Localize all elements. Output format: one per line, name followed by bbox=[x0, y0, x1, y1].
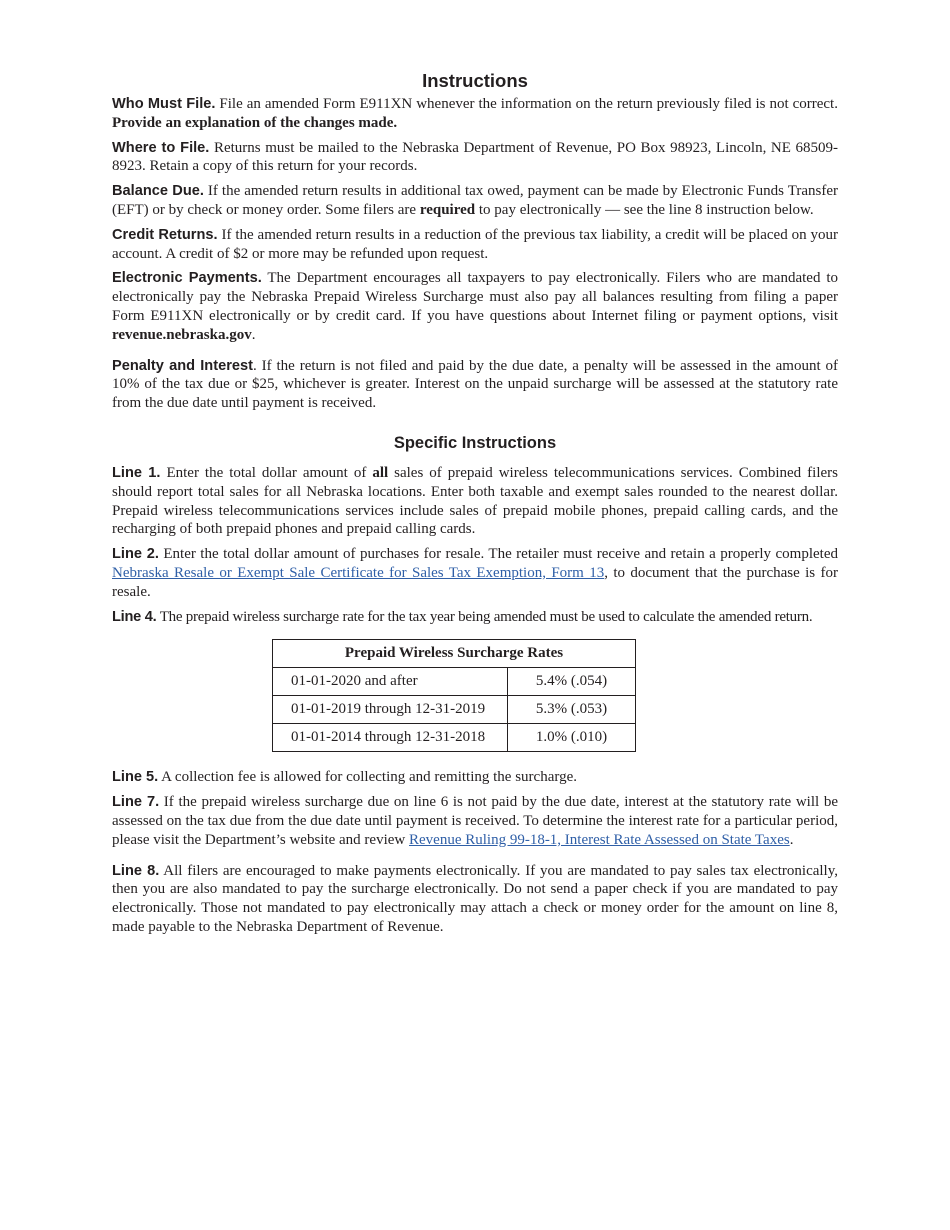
table-title: Prepaid Wireless Surcharge Rates bbox=[273, 640, 636, 668]
electronic-payments-text: The Department encourages all taxpayers to pay electronically. Filers who are mandated to electronically pay the Nebraska Prepaid Wireless Surcharge must also pay all balances resulting from filing a paper Form E911XN electronically or by credit card. If you have questions about Internet filing or payment options, visit bbox=[112, 270, 838, 324]
line-1-heading: Line 1. bbox=[112, 464, 161, 481]
instructions-page bbox=[112, 68, 838, 943]
rate-period: 01-01-2019 through 12-31-2019 bbox=[273, 696, 508, 724]
who-must-file-paragraph bbox=[112, 95, 838, 133]
rate-value: 5.3% (.053) bbox=[508, 696, 636, 724]
revenue-website: revenue.nebraska.gov bbox=[112, 326, 252, 343]
line-1-text-1: Enter the total dollar amount of bbox=[160, 464, 373, 481]
line-7-end: . bbox=[789, 831, 794, 848]
rate-value: 5.4% (.054) bbox=[508, 668, 636, 696]
page-title: Instructions bbox=[422, 70, 528, 91]
line-4-heading: Line 4. bbox=[112, 608, 157, 625]
who-must-file-heading: Who Must File. bbox=[112, 96, 216, 112]
electronic-payments-end: . bbox=[251, 326, 256, 343]
balance-due-bold: required bbox=[419, 201, 476, 218]
penalty-interest-heading: Penalty and Interest bbox=[112, 357, 253, 374]
line-2-text-2: , to document that the purchase is for resale. bbox=[112, 564, 839, 600]
balance-due-text-2: to pay electronically — see the line 8 instruction below. bbox=[475, 201, 814, 218]
form-13-link[interactable]: Nebraska Resale or Exempt Sale Certificate for Sales Tax Exemption, Form 13 bbox=[112, 564, 605, 581]
line-7-heading: Line 7. bbox=[112, 794, 160, 811]
penalty-interest-text: . If the return is not filed and paid by the due date, a penalty will be assessed in the amount of 10% of the tax due or $25, whichever is greater. Interest on the unpaid surcharge will be assessed at the statutory rate from the due date until payment is received. bbox=[112, 357, 839, 412]
credit-returns-paragraph bbox=[112, 226, 838, 264]
who-must-file-text: File an amended Form E911XN whenever the information on the return previously filed is not correct. bbox=[215, 96, 838, 112]
table-header-row bbox=[273, 640, 636, 668]
where-to-file-text: Returns must be mailed to the Nebraska Department of Revenue, PO Box 98923, Lincoln, NE 68509-8923. Retain a copy of this return for your records. bbox=[112, 139, 838, 175]
credit-returns-heading: Credit Returns. bbox=[112, 226, 218, 243]
penalty-interest-paragraph bbox=[112, 357, 838, 413]
balance-due-text-1: If the amended return results in additional tax owed, payment can be made by Electronic Funds Transfer (EFT) or by check or money order. Some filers are bbox=[112, 183, 838, 218]
line-1-text-2: sales of prepaid wireless telecommunications services. Combined filers should report total sales for all Nebraska locations. Enter both taxable and exempt sales rounded to the nearest dollar. Prepaid wireless telecommunications services include sales of prepaid mobile phones, prepaid calling cards, and the recharging of both prepaid phones and prepaid calling cards. bbox=[112, 464, 838, 538]
line-1-paragraph bbox=[112, 464, 838, 539]
electronic-payments-heading: Electronic Payments. bbox=[112, 270, 262, 287]
rate-value: 1.0% (.010) bbox=[508, 724, 636, 752]
electronic-payments-paragraph bbox=[112, 269, 838, 344]
line-8-heading: Line 8. bbox=[112, 862, 160, 879]
table-row bbox=[273, 696, 636, 724]
line-8-text: All filers are encouraged to make payments electronically. If you are mandated to pay sales tax electronically, then you are also mandated to pay the surcharge electronically. Do not send a paper check if you are mandated to pay electronically. Those not mandated to pay electronically may attach a check or money order for the amount on line 8, made payable to the Nebraska Department of Revenue. bbox=[112, 862, 838, 935]
where-to-file-paragraph bbox=[112, 139, 838, 177]
where-to-file-heading: Where to File. bbox=[112, 139, 210, 156]
surcharge-rates-table bbox=[272, 639, 636, 752]
table-row bbox=[273, 668, 636, 696]
line-8-paragraph bbox=[112, 862, 838, 937]
line-1-bold: all bbox=[372, 464, 389, 481]
line-5-heading: Line 5. bbox=[112, 769, 159, 786]
specific-instructions-title: Specific Instructions bbox=[393, 433, 557, 452]
balance-due-heading: Balance Due. bbox=[112, 183, 204, 200]
rate-period: 01-01-2020 and after bbox=[273, 668, 508, 696]
who-must-file-bold: Provide an explanation of the changes made. bbox=[112, 114, 398, 131]
credit-returns-text: If the amended return results in a reduction of the previous tax liability, a credit will be placed on your account. A credit of $2 or more may be refunded upon request. bbox=[112, 226, 838, 262]
rate-period: 01-01-2014 through 12-31-2018 bbox=[273, 724, 508, 752]
line-7-text: If the prepaid wireless surcharge due on line 6 is not paid by the due date, interest at the statutory rate will be assessed on the tax due from the due date until payment is received. To determine the interest rate for a particular period, please visit the Department’s website and review bbox=[112, 794, 838, 848]
line-2-text-1: Enter the total dollar amount of purchases for resale. The retailer must receive and retain a properly completed bbox=[158, 546, 838, 563]
table-row bbox=[273, 724, 636, 752]
line-2-paragraph bbox=[112, 545, 838, 601]
line-2-heading: Line 2. bbox=[112, 546, 159, 563]
line-7-paragraph bbox=[112, 793, 838, 849]
revenue-ruling-link[interactable]: Revenue Ruling 99-18-1, Interest Rate Assessed on State Taxes bbox=[409, 831, 790, 848]
line-4-text: The prepaid wireless surcharge rate for the tax year being amended must be used to calculate the amended return. bbox=[156, 608, 813, 625]
line-4-paragraph bbox=[112, 608, 838, 627]
balance-due-paragraph bbox=[112, 182, 838, 220]
line-5-paragraph bbox=[112, 768, 838, 787]
line-5-text: A collection fee is allowed for collecting and remitting the surcharge. bbox=[158, 769, 577, 786]
